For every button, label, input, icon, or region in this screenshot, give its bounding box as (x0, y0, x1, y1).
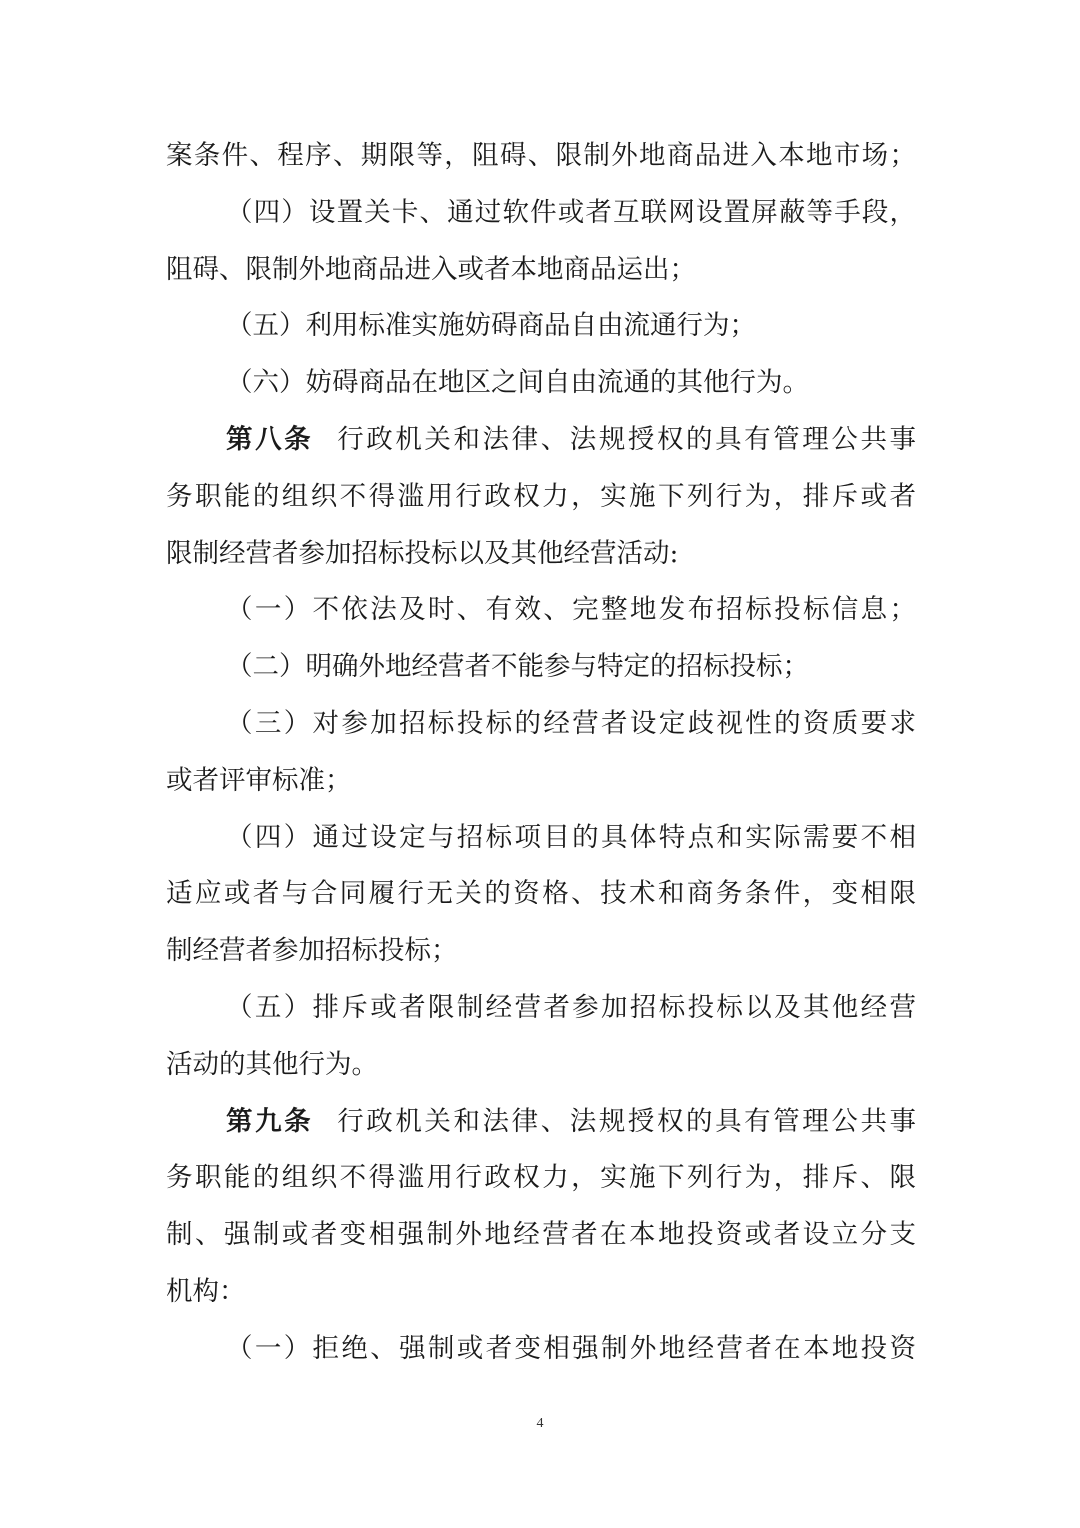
article-9-heading: 第九条 (226, 1105, 314, 1137)
text-line: 或者评审标准； (166, 764, 352, 796)
article-8-heading: 第八条 (226, 423, 314, 455)
text-line: （五）排斥或者限制经营者参加招标投标以及其他经营 (226, 991, 916, 1023)
text-line: （六）妨碍商品在地区之间自由流通的其他行为。 (226, 367, 809, 399)
text-line: （四）设置关卡、通过软件或者互联网设置屏蔽等手段， (226, 196, 916, 228)
article-9-first-line (166, 1094, 916, 1151)
page-number: 4 (536, 1416, 544, 1431)
text-line: 行政机关和法律、法规授权的具有管理公共事 (337, 1105, 917, 1137)
text-line: （一）拒绝、强制或者变相强制外地经营者在本地投资 (226, 1332, 916, 1364)
article-8-first-line (166, 412, 916, 469)
text-line: 阻碍、限制外地商品进入或者本地商品运出； (166, 253, 696, 285)
text-line: 制经营者参加招标投标； (166, 935, 458, 967)
text-line: （四）通过设定与招标项目的具体特点和实际需要不相 (226, 821, 916, 853)
text-line: （三）对参加招标投标的经营者设定歧视性的资质要求 (226, 707, 916, 739)
text-line: 制、强制或者变相强制外地经营者在本地投资或者设立分支 (166, 1219, 916, 1251)
text-line: 限制经营者参加招标投标以及其他经营活动: (166, 537, 679, 569)
document-body (166, 128, 916, 1378)
text-line: 活动的其他行为。 (166, 1048, 378, 1080)
text-line: 务职能的组织不得滥用行政权力，实施下列行为，排斥、限 (166, 1162, 916, 1194)
text-line: 案条件、程序、期限等，阻碍、限制外地商品进入本地市场； (166, 140, 916, 171)
text-line: 行政机关和法律、法规授权的具有管理公共事 (337, 423, 917, 455)
text-line: （一）不依法及时、有效、完整地发布招标投标信息； (226, 594, 916, 626)
text-line: （二）明确外地经营者不能参与特定的招标投标； (226, 651, 809, 683)
text-line: （五）利用标准实施妨碍商品自由流通行为； (226, 310, 756, 342)
text-line: 适应或者与合同履行无关的资格、技术和商务条件，变相限 (166, 878, 916, 910)
text-line: 机构： (166, 1275, 246, 1307)
text-line: 务职能的组织不得滥用行政权力，实施下列行为，排斥或者 (166, 480, 916, 512)
